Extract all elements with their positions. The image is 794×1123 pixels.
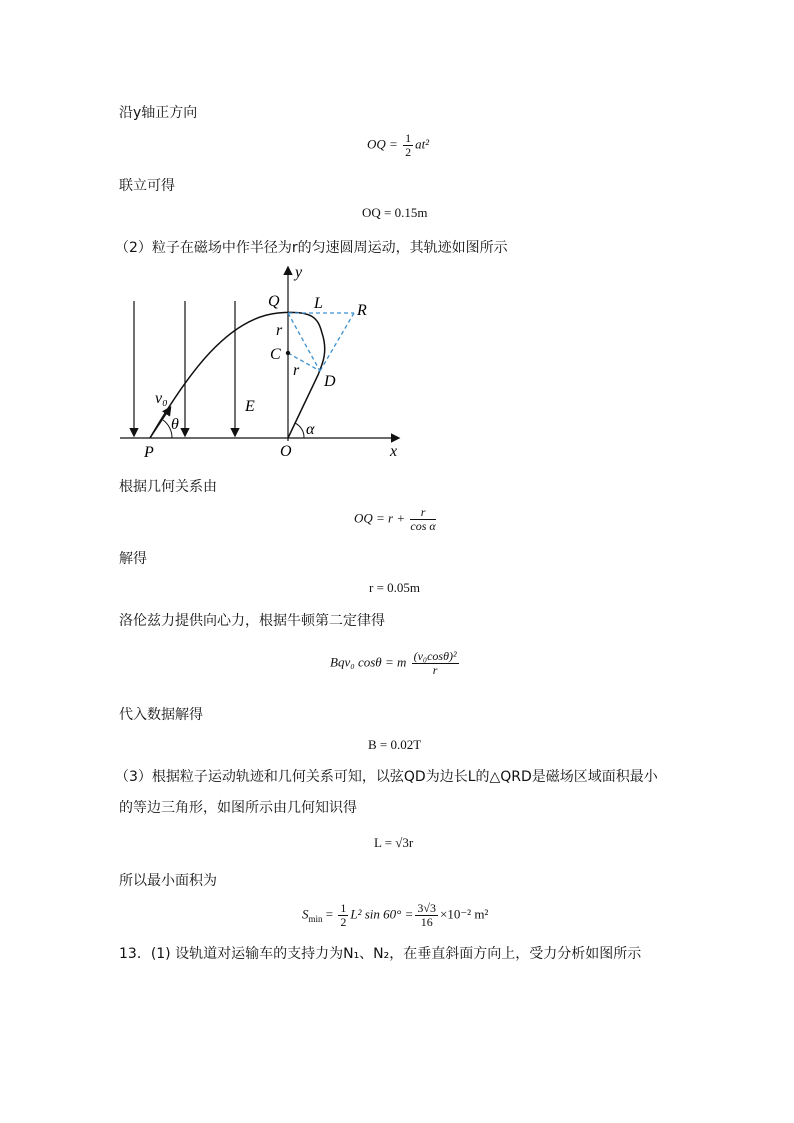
frac-num: (v₀cosθ)² (413, 649, 457, 663)
text-line: 沿y轴正方向 (119, 105, 198, 121)
frac-num: 1 (340, 901, 347, 915)
label-Q: Q (268, 293, 280, 310)
eq-rhs: at² (415, 136, 430, 152)
text-line: 所以最小面积为 (119, 873, 217, 889)
text-line: 13．(1) 设轨道对运输车的支持力为N₁、N₂，在垂直斜面方向上，受力分析如图所示 (119, 946, 642, 962)
label-D: D (324, 373, 336, 390)
text-line: 解得 (119, 551, 147, 567)
eq-sub: min (308, 914, 323, 925)
fraction (403, 132, 413, 159)
equation-oq-kinematic (367, 132, 429, 159)
label-P: P (144, 444, 154, 461)
label-v0: v₀ (155, 390, 168, 407)
frac-num: 3√3 (417, 901, 436, 915)
equation-r-value: r = 0.05m (369, 580, 421, 595)
text-line: （2）粒子在磁场中作半径为r的匀速圆周运动，其轨迹如图所示 (115, 240, 508, 256)
label-R: R (357, 302, 367, 319)
equation-B-value: B = 0.02T (368, 737, 422, 752)
frac-num: r (410, 506, 435, 520)
label-r-upper: r (276, 322, 283, 339)
trajectory-figure (118, 263, 418, 463)
equation-L: L = √3r (374, 835, 414, 850)
frac-den: cos α (410, 519, 436, 533)
label-y: y (295, 264, 303, 281)
label-L: L (314, 295, 323, 312)
fraction (412, 650, 459, 677)
equation-lorentz (330, 650, 461, 677)
text-line: 代入数据解得 (119, 707, 203, 723)
text-line: 联立可得 (119, 178, 175, 194)
text-line: 洛伦兹力提供向心力，根据牛顿第二定律得 (119, 613, 385, 629)
fraction (338, 902, 348, 929)
frac-num: 1 (405, 131, 412, 145)
eq-lhs: S (302, 906, 309, 922)
eq-lhs: Bqv₀ cosθ = m (330, 654, 407, 670)
label-r-lower: r (293, 362, 300, 379)
eq-lhs: OQ = r + (354, 510, 406, 526)
frac-den: r (432, 663, 438, 677)
eq-eq: = (322, 906, 337, 922)
fraction (410, 506, 435, 533)
eq-mid: L² sin 60° = (350, 906, 414, 922)
eq-lhs: OQ = (367, 136, 398, 152)
center-point (286, 351, 290, 355)
frac-den: 2 (405, 145, 412, 159)
text-line: （3）根据粒子运动轨迹和几何关系可知，以弦QD为边长L的△QRD是磁场区域面积最小 (115, 769, 658, 785)
text-line: 的等边三角形，如图所示由几何知识得 (119, 800, 357, 816)
label-C: C (270, 346, 281, 363)
frac-den: 16 (420, 915, 433, 929)
frac-den: 2 (340, 915, 347, 929)
label-O: O (280, 443, 292, 460)
label-E: E (245, 398, 255, 415)
equation-area (302, 902, 488, 929)
label-alpha: α (306, 421, 315, 438)
equation-oq-value: OQ = 0.15m (362, 205, 428, 220)
fraction (415, 902, 438, 929)
text-line: 根据几何关系由 (119, 479, 217, 495)
eq-rhs: ×10⁻² m² (439, 906, 489, 922)
equation-geometry (354, 506, 438, 533)
alpha-arc (295, 423, 304, 438)
dashed-RD (320, 313, 354, 371)
label-theta: θ (171, 416, 179, 433)
label-x: x (390, 443, 398, 460)
